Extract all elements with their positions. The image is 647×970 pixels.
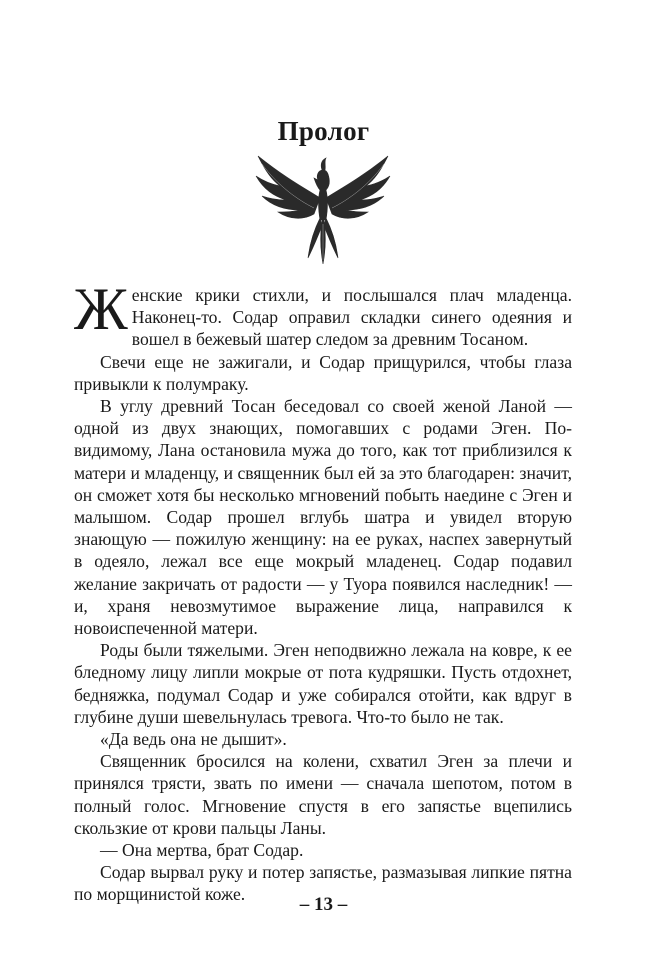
paragraph — [74, 276, 572, 351]
paragraph: Свечи еще не зажигали, и Содар прищурился, чтобы глаза привыкли к полумраку. — [74, 351, 572, 394]
paragraph: Священник бросился на колени, схватил Эген за плечи и принялся трясти, звать по имени — сначала шепотом, потом в полный голос. Мгновение спустя в его запястье вцепились скользкие от крови пальцы Ланы. — [74, 751, 572, 838]
paragraph: Содар вырвал руку и потер запястье, размазывая липкие пятна по морщинистой коже. — [74, 862, 572, 905]
paragraph: В углу древний Тосан беседовал со своей женой Ланой — одной из двух знающих, помогавших с родами Эген. По-видимому, Лана остановила мужа до того, как тот приблизился к матери и младенцу, и священник был ей за это благодарен: значит, он сможет хотя бы несколько мгновений побыть наедине с Эген и малышом. Содар прошел вглубь шатра и увидел вторую знающую — пожилую женщину: на ее руках, наспех завернутый в одеяло, лежал все еще мокрый младенец. Содар подавил желание закричать от радости — у Туора появился наследник! — и, храня невозмутимое выражение лица, направился к новоиспеченной матери. — [74, 396, 572, 639]
paragraph-text: енские крики стихли, и послышался плач младенца. Наконец-то. Содар оправил складки синего одеяния и вошел в бежевый шатер следом за древним Тосаном. — [131, 285, 572, 350]
paragraph: Роды были тяжелыми. Эген неподвижно лежала на ковре, к ее бледному лицу липли мокрые от пота кудряшки. Пусть отдохнет, бедняжка, подумал Содар и уже собирался отойти, как вдруг в глубине души шевельнулась тревога. Что-то было не так. — [74, 640, 572, 727]
paragraph: «Да ведь она не дышит». — [100, 729, 287, 750]
paragraph: — Она мертва, брат Содар. — [100, 840, 304, 861]
body-text — [74, 276, 572, 906]
drop-cap: Ж — [74, 276, 128, 342]
phoenix-icon — [248, 150, 398, 268]
chapter-title: Пролог — [277, 116, 370, 146]
page-number: – 13 – — [299, 894, 348, 915]
